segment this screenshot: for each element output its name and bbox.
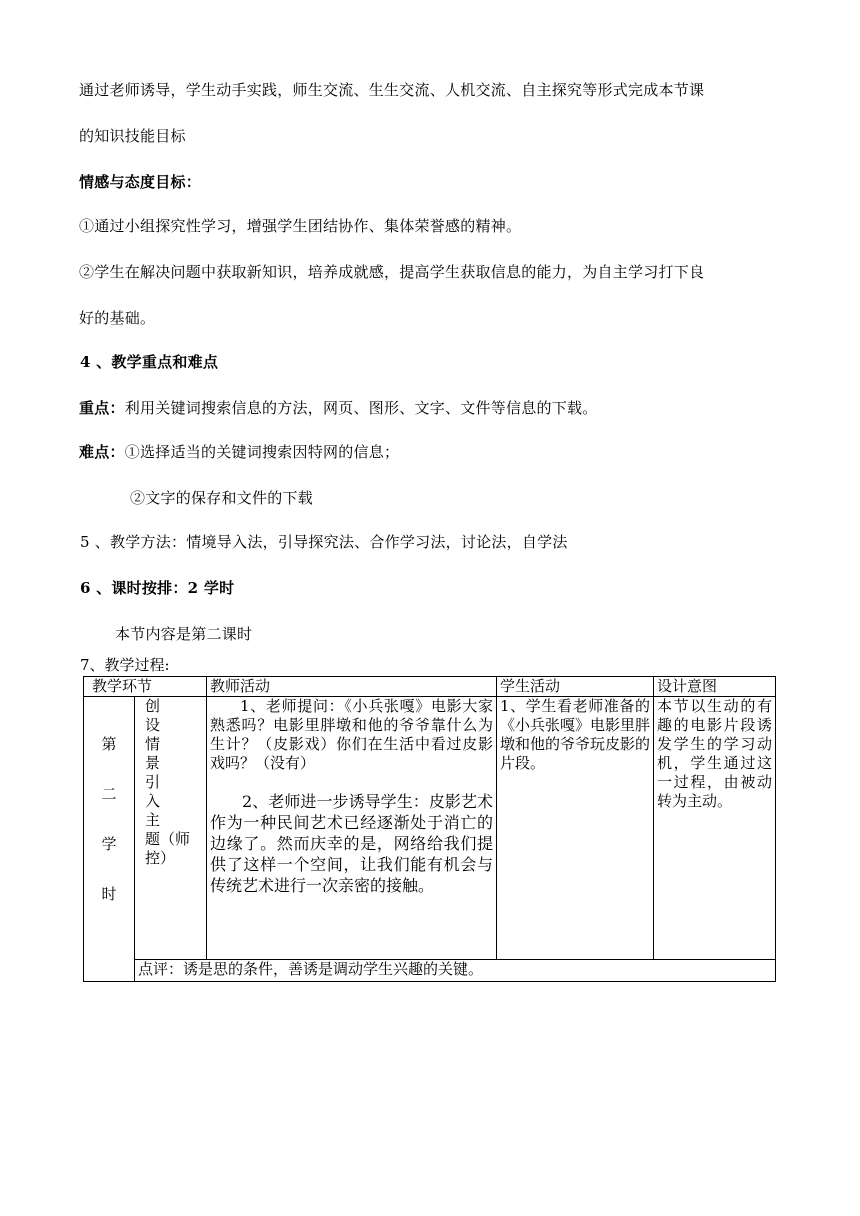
teacher-activity-2: 2、老师进一步诱导学生：皮影艺术作为一种民间艺术已经逐渐处于消亡的边缘了。然而庆幸的是，网络给我们提供了这样一个空间，让我们能有机会与传统艺术进行一次亲密的接触。 [210,792,494,895]
goal-item-2-line1: ②学生在解决问题中获取新知识，培养成就感，提高学生获取信息的能力，为自主学习打下良 [79,263,705,281]
stage-char: 控） [145,849,176,867]
heading-schedule: 6 、课时按排：2 学时 [80,579,235,597]
table-row-stage-1 [84,697,776,960]
teacher-activity-cell [207,697,497,960]
design-intent: 本节以生动的有趣的电影片段诱发学生的学习动机，学生通过这一过程，由被动转为主动。 [657,697,773,810]
phase-char: 二 [101,785,117,803]
key-point-text: 利用关键词搜索信息的方法，网页、图形、文字、文件等信息的下载。 [124,399,598,417]
stage-char: 入 [145,792,161,810]
paragraph-skill-goal-line2: 的知识技能目标 [79,127,186,145]
phase-cell [84,697,135,982]
stage-char: 情 [145,735,161,753]
teacher-activity-1: 1、老师提问：《小兵张嘎》电影大家熟悉吗？电影里胖墩和他的爷爷靠什么为生计？（皮影戏）你们在生活中看过皮影戏吗？（没有） [210,697,494,772]
phase-char: 第 [101,735,117,753]
table-caption: 7、教学过程: [80,656,170,674]
stage-cell [135,697,207,960]
student-activity: 1、学生看老师准备的《小兵张嘎》电影里胖墩和他的爷爷玩皮影的片段。 [500,697,651,772]
student-activity-cell [497,697,654,960]
design-intent-cell [654,697,776,960]
difficulty-item-2: ②文字的保存和文件的下载 [130,489,314,507]
lesson-note: 本节内容是第二课时 [115,625,253,643]
table-header-row [84,677,776,697]
header-student: 学生活动 [497,677,654,697]
phase-char: 学 [101,835,117,853]
header-intent: 设计意图 [654,677,776,697]
stage-char: 景 [145,754,161,772]
paragraph-skill-goal-line1: 通过老师诱导，学生动手实践，师生交流、生生交流、人机交流、自主探究等形式完成本节课 [79,81,705,99]
table-row-comment [84,960,776,982]
difficulty-label: 难点： [79,443,125,461]
goal-item-2-line2: 好的基础。 [79,309,156,327]
goal-item-1: ①通过小组探究性学习，增强学生团结协作、集体荣誉感的精神。 [79,217,522,235]
difficulty-line [79,442,399,462]
header-stage: 教学环节 [84,677,207,697]
header-teacher: 教师活动 [207,677,497,697]
teaching-process-table [83,676,776,982]
key-point-line [79,398,598,418]
teaching-methods: 5 、教学方法：情境导入法，引导探究法、合作学习法，讨论法，自学法 [80,533,568,551]
difficulty-text: ①选择适当的关键词搜索因特网的信息； [124,443,400,461]
stage-char: 题（师 [145,830,191,848]
stage-char: 主 [145,811,161,829]
stage-char: 设 [145,716,161,734]
comment-cell: 点评：诱是思的条件，善诱是调动学生兴趣的关键。 [135,960,776,982]
stage-char: 引 [145,773,161,791]
phase-char: 时 [101,885,117,903]
heading-emotion-goal: 情感与态度目标： [79,173,202,191]
stage-char: 创 [145,697,161,715]
key-point-label: 重点： [79,399,125,417]
heading-key-points: 4 、教学重点和难点 [80,353,219,371]
